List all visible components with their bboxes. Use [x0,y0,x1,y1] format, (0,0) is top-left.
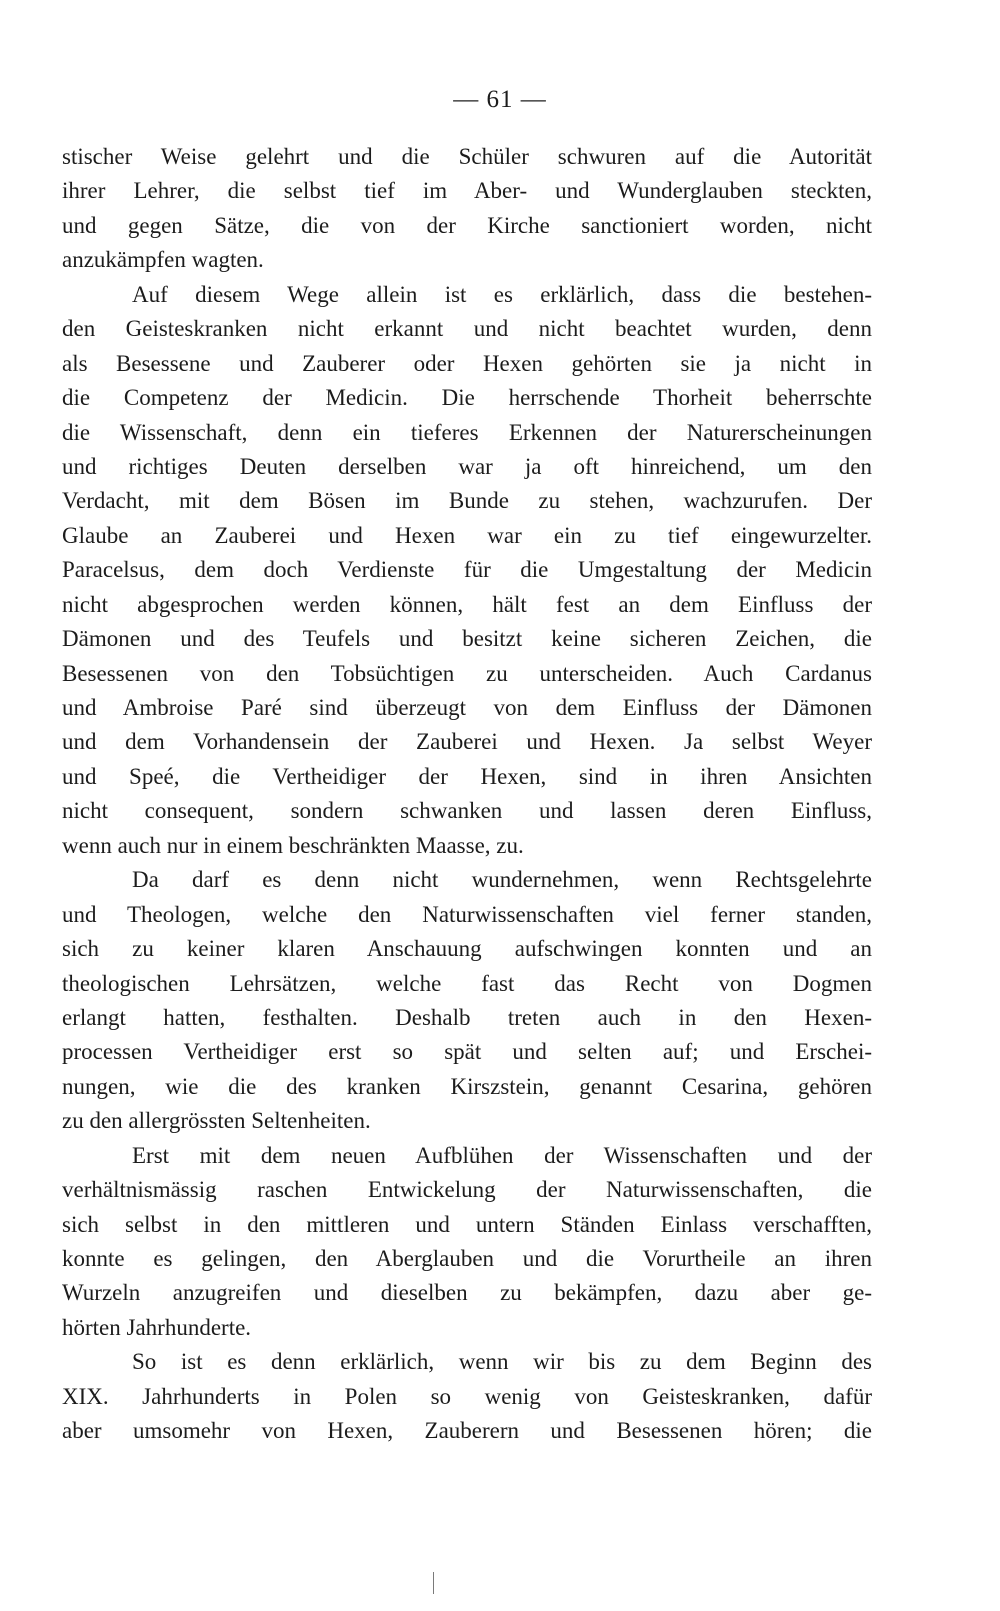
text-line: Verdacht, mit dem Bösen im Bunde zu stehen, wachzurufen. Der [62,488,872,514]
text-line: und Theologen, welche den Naturwissenschaften viel ferner standen, [62,901,872,927]
text-line: anzukämpfen wagten. [62,247,264,273]
text-line: den Geisteskranken nicht erkannt und nicht beachtet wurden, denn [62,316,872,342]
text-line: und dem Vorhandensein der Zauberei und Hexen. Ja selbst Weyer [62,729,872,755]
text-line: XIX. Jahrhunderts in Polen so wenig von Geisteskranken, dafür [62,1383,872,1409]
text-line: aber umsomehr von Hexen, Zauberern und Besessenen hören; die [62,1418,872,1444]
text-line: sich selbst in den mittleren und untern Ständen Einlass verschafften, [62,1211,872,1237]
text-line: Paracelsus, dem doch Verdienste für die Umgestaltung der Medicin [62,557,872,583]
text-line: wenn auch nur in einem beschränkten Maasse, zu. [62,832,524,858]
text-line: Dämonen und des Teufels und besitzt keine sicheren Zeichen, die [62,626,872,652]
text-line: sich zu keiner klaren Anschauung aufschwingen konnten und an [62,936,872,962]
text-line: die Wissenschaft, denn ein tieferes Erkennen der Naturerscheinungen [62,419,872,445]
text-line: Glaube an Zauberei und Hexen war ein zu tief eingewurzelter. [62,522,872,548]
text-line: zu den allergrössten Seltenheiten. [62,1108,371,1134]
text-line: und Ambroise Paré sind überzeugt von dem Einfluss der Dämonen [62,695,872,720]
scan-mark [433,1572,434,1594]
text-line: erlangt hatten, festhalten. Deshalb treten auch in den Hexen- [62,1004,872,1030]
text-line: stischer Weise gelehrt und die Schüler schwuren auf die Autorität [62,144,872,169]
text-line: Besessenen von den Tobsüchtigen zu unterscheiden. Auch Cardanus [62,660,872,686]
text-line: die Competenz der Medicin. Die herrschende Thorheit beherrschte [62,385,872,411]
text-line: Auf diesem Wege allein ist es erklärlich, dass die bestehen- [132,281,872,307]
text-line: verhältnismässig raschen Entwickelung der Naturwissenschaften, die [62,1177,872,1203]
text-line: und gegen Sätze, die von der Kirche sanctioniert worden, nicht [62,212,872,238]
text-line: und richtiges Deuten derselben war ja oft hinreichend, um den [62,453,872,479]
page-number: — 61 — [453,86,547,113]
text-line: processen Vertheidiger erst so spät und selten auf; und Erschei- [62,1039,872,1065]
text-line: Wurzeln anzugreifen und dieselben zu bekämpfen, dazu aber ge- [62,1280,872,1306]
text-line: nicht abgesprochen werden können, hält fest an dem Einfluss der [62,591,872,617]
text-line: als Besessene und Zauberer oder Hexen gehörten sie ja nicht in [62,350,872,376]
text-line: Da darf es denn nicht wundernehmen, wenn Rechtsgelehrte [132,867,872,893]
text-line: hörten Jahrhunderte. [62,1314,252,1340]
body-text [62,140,872,1449]
text-line: nicht consequent, sondern schwanken und lassen deren Einfluss, [62,798,872,824]
text-line: Erst mit dem neuen Aufblühen der Wissenschaften und der [132,1142,872,1168]
text-line: So ist es denn erklärlich, wenn wir bis zu dem Beginn des [132,1349,872,1375]
text-line: ihrer Lehrer, die selbst tief im Aber- und Wunderglauben steckten, [62,178,872,204]
text-line: konnte es gelingen, den Aberglauben und die Vorurtheile an ihren [62,1246,872,1271]
text-line: nungen, wie die des kranken Kirszstein, genannt Cesarina, gehören [62,1073,872,1099]
text-line: und Speé, die Vertheidiger der Hexen, sind in ihren Ansichten [62,763,872,789]
text-line: theologischen Lehrsätzen, welche fast das Recht von Dogmen [62,970,872,996]
